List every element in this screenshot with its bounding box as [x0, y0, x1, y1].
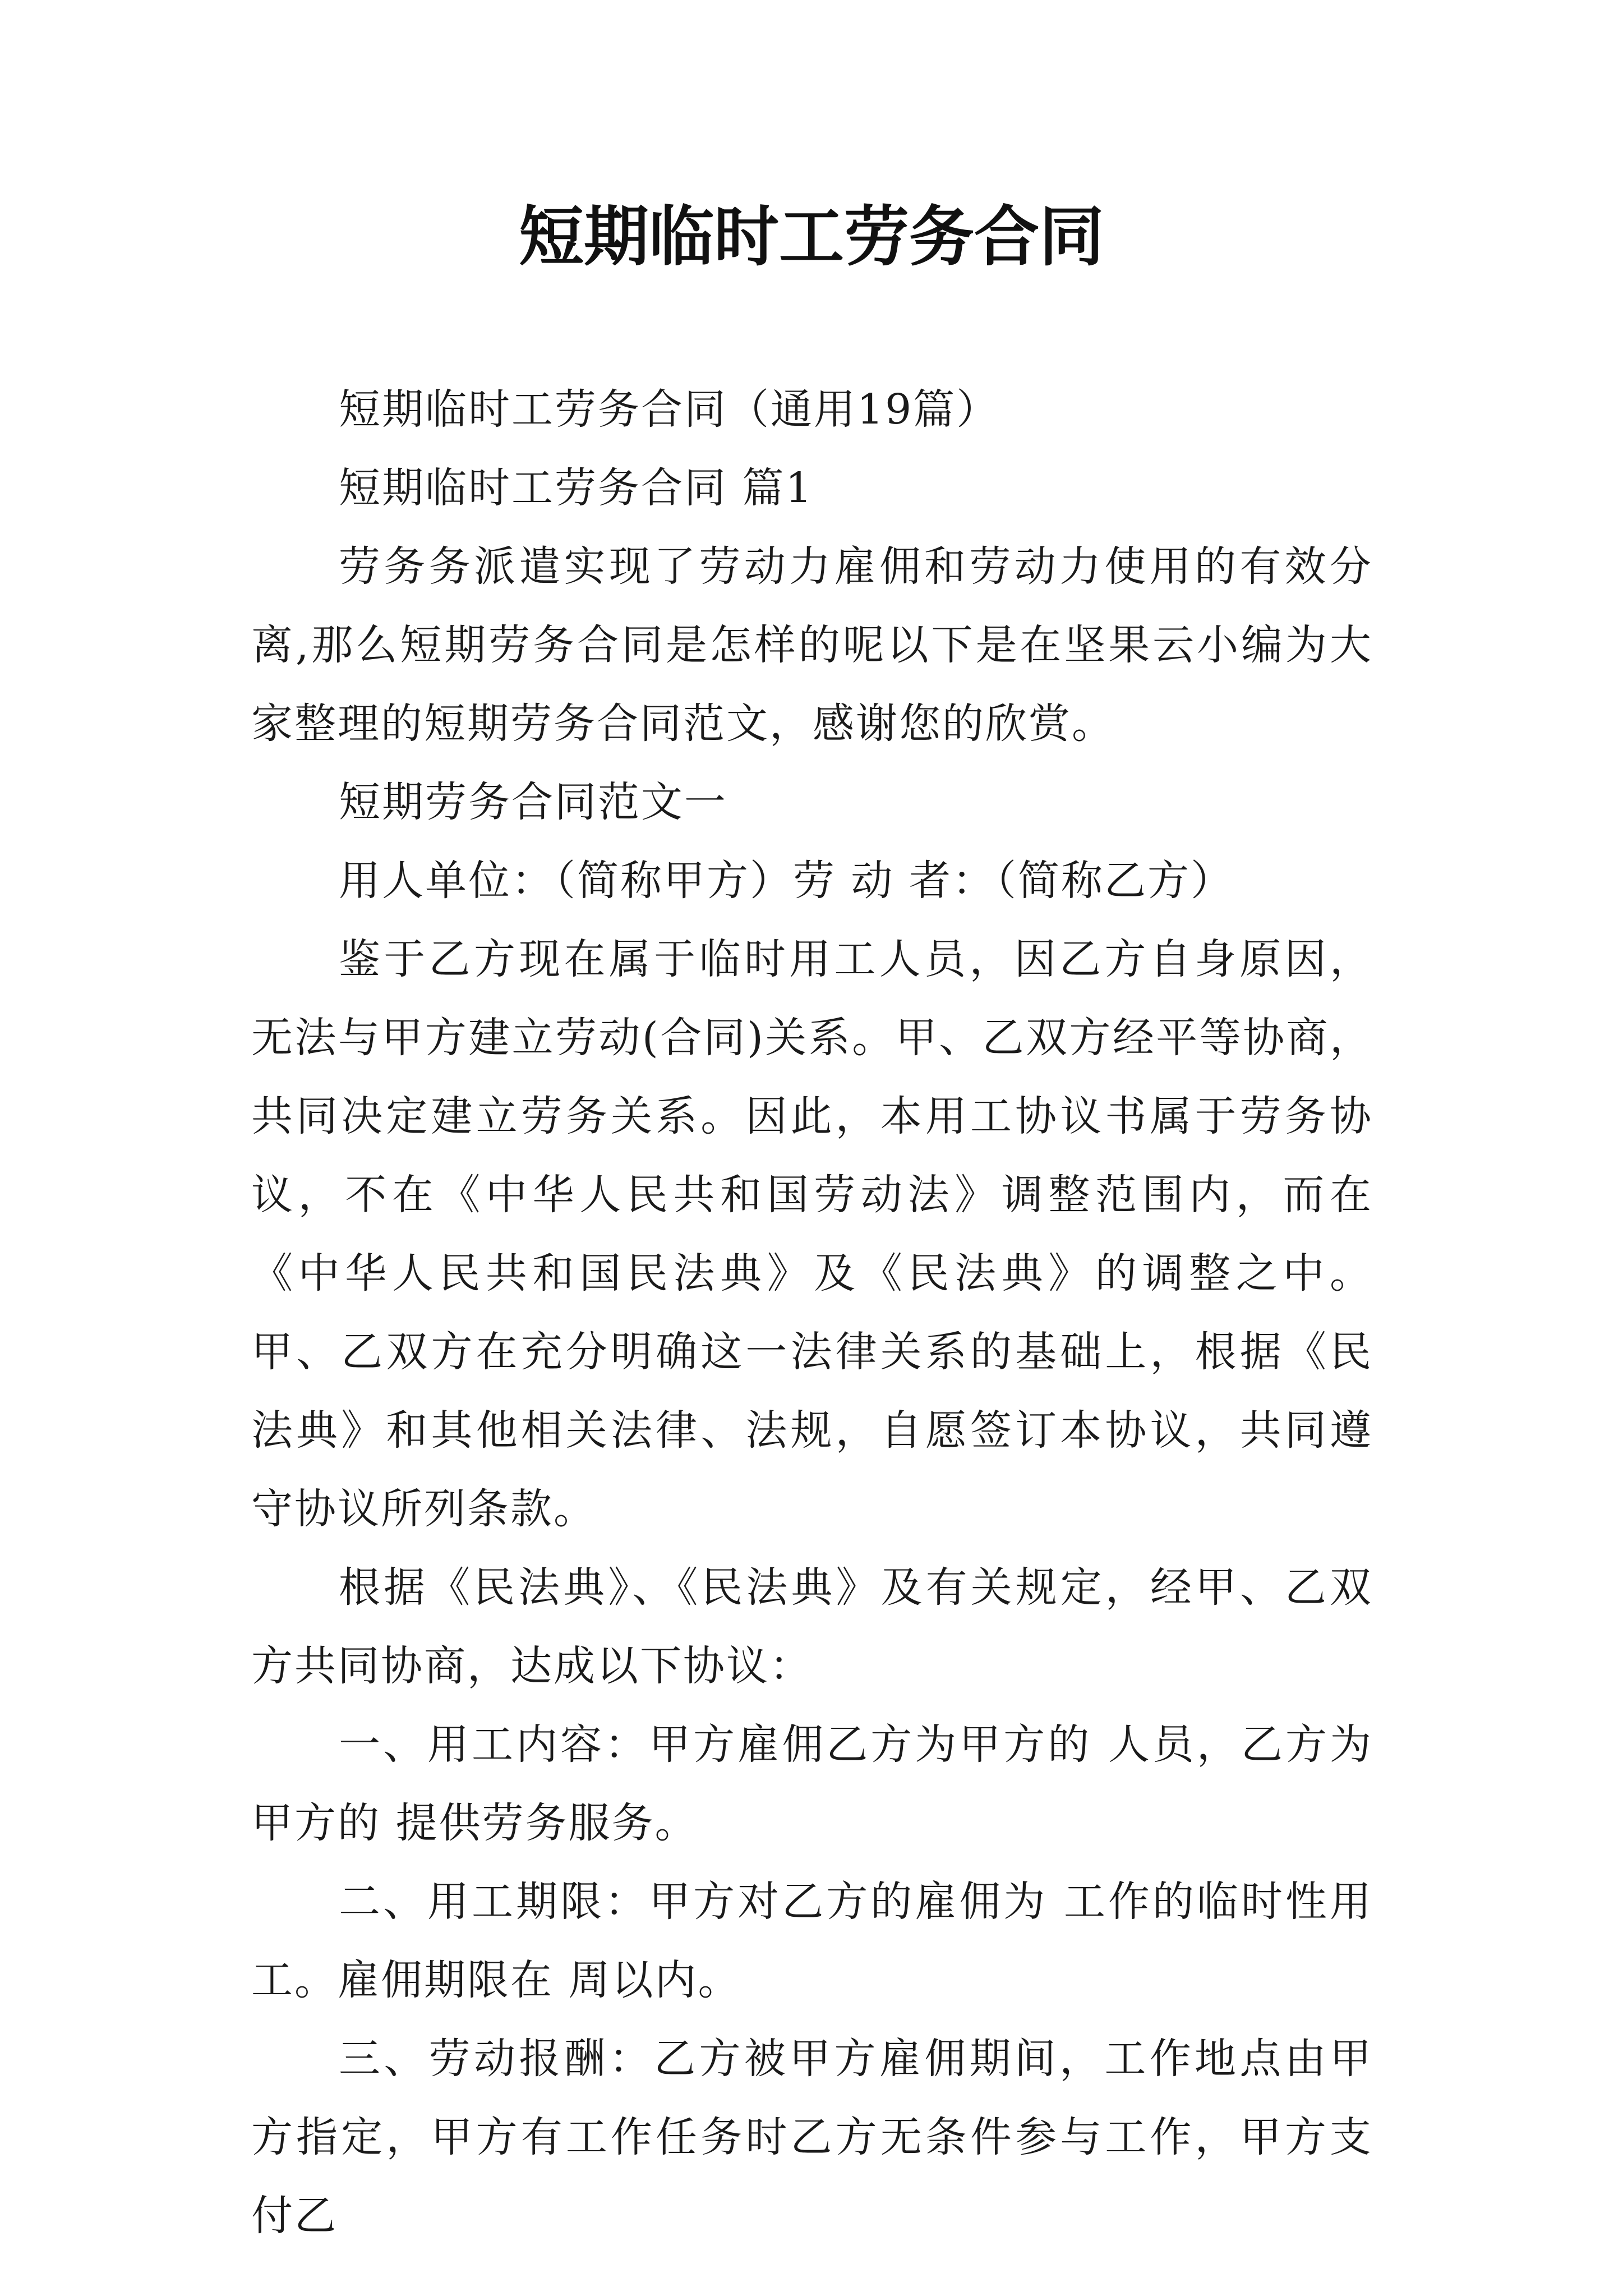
parties-line: 用人单位：（简称甲方）劳 动 者：（简称乙方）: [339, 857, 1234, 905]
intro-paragraph: 劳务务派遣实现了劳动力雇佣和劳动力使用的有效分离,那么短期劳务合同是怎样的呢以下是在坚果云小编为大家整理的短期劳务合同范文，感谢您的欣赏。: [251, 542, 1373, 748]
section-heading: 短期临时工劳务合同 篇1: [339, 464, 814, 512]
recital-paragraph: 鉴于乙方现在属于临时用工人员，因乙方自身原因，无法与甲方建立劳动(合同)关系。甲、乙双方经平等协商，共同决定建立劳务关系。因此，本用工协议书属于劳务协议，不在《中华人民共和国劳动法》调整范围内，而在《中华人民共和国民法典》及《民法典》的调整之中。甲、乙双方在充分明确这一法律关系的基础上，根据《民法典》和其他相关法律、法规，自愿签订本协议，共同遵守协议所列条款。: [251, 935, 1373, 1533]
subtitle-paragraph: 短期临时工劳务合同（通用19篇）: [339, 385, 1000, 434]
clause-work-period: 二、用工期限：甲方对乙方的雇佣为 工作的临时性用工。雇佣期限在 周以内。: [251, 1878, 1373, 2004]
clause-work-content: 一、用工内容：甲方雇佣乙方为甲方的 人员，乙方为甲方的 提供劳务服务。: [251, 1720, 1373, 1847]
document-body: [251, 370, 1373, 2255]
sample-heading: 短期劳务合同范文一: [339, 778, 727, 826]
document-title: 短期临时工劳务合同: [519, 199, 1104, 275]
clause-remuneration: 三、劳动报酬：乙方被甲方雇佣期间，工作地点由甲方指定，甲方有工作任务时乙方无条件参与工作，甲方支付乙: [251, 2035, 1373, 2240]
agreement-intro-paragraph: 根据《民法典》、《民法典》及有关规定，经甲、乙双方共同协商，达成以下协议：: [251, 1563, 1373, 1690]
